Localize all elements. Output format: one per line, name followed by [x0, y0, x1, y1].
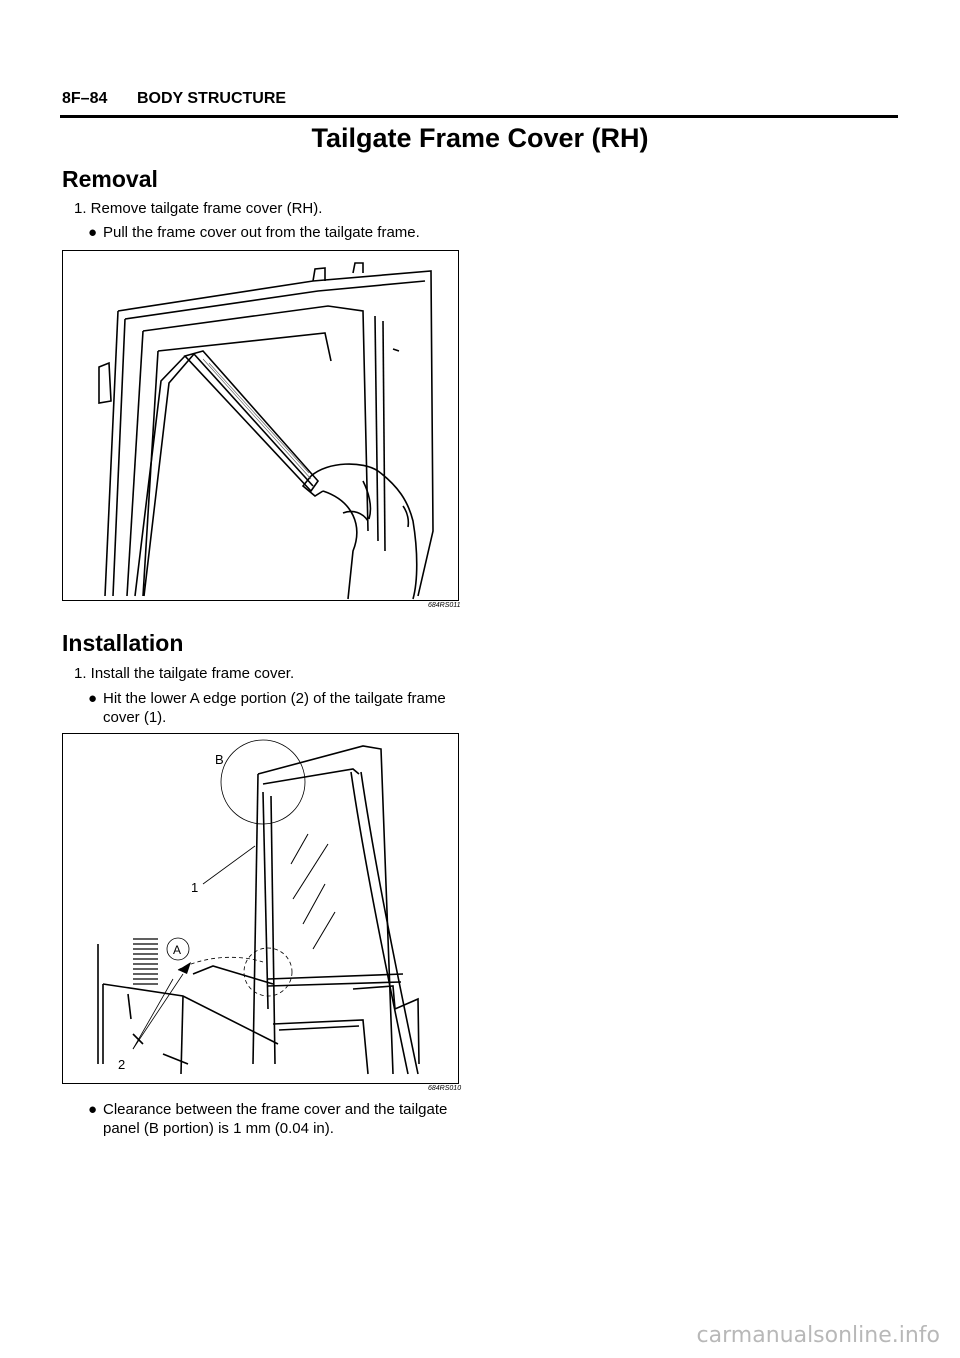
installation-step-1: 1. Install the tailgate frame cover. — [74, 665, 295, 682]
bullet-icon: ● — [88, 690, 98, 707]
page-title: Tailgate Frame Cover (RH) — [311, 123, 649, 153]
installation-figure-code: 684RS010 — [428, 1085, 462, 1092]
tailgate-installation-illustration — [63, 734, 458, 1083]
header-code: 8F–84 — [62, 90, 108, 107]
removal-figure-code-label: 684RS011 — [428, 602, 461, 609]
installation-bullet-1 — [88, 689, 463, 727]
watermark: carmanualsonline.info — [696, 1323, 940, 1348]
tailgate-removal-illustration — [63, 251, 458, 600]
installation-bullet-1-text: Hit the lower A edge portion (2) of the tailgate frame cover (1). — [103, 690, 446, 726]
callout-a: A — [173, 943, 182, 957]
removal-step-1: 1. Remove tailgate frame cover (RH). — [74, 200, 323, 217]
callout-1: 1 — [191, 880, 199, 895]
removal-bullet-1 — [88, 223, 463, 242]
removal-heading: Removal — [62, 166, 158, 192]
header-section: BODY STRUCTURE — [137, 90, 287, 107]
bullet-icon: ● — [88, 1101, 98, 1118]
installation-heading: Installation — [62, 630, 184, 656]
bullet-icon: ● — [88, 224, 98, 241]
callout-2: 2 — [118, 1057, 126, 1072]
installation-figure — [62, 733, 459, 1084]
removal-bullet-1-text: Pull the frame cover out from the tailgate frame. — [103, 224, 420, 241]
callout-b: B — [215, 752, 224, 767]
installation-bullet-2-text: Clearance between the frame cover and the tailgate panel (B portion) is 1 mm (0.04 in). — [103, 1101, 448, 1137]
header-rule — [60, 115, 898, 118]
installation-bullet-2 — [88, 1100, 463, 1138]
removal-figure — [62, 250, 459, 601]
